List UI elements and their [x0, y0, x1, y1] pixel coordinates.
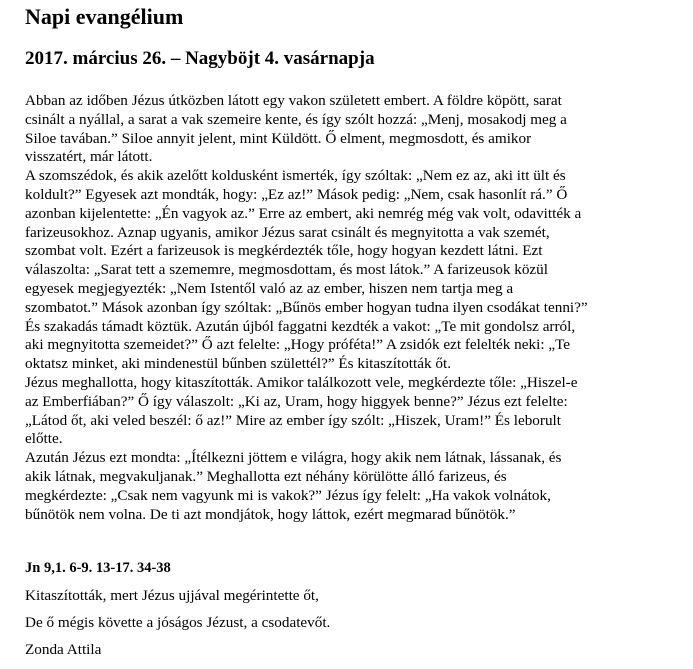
gospel-paragraph [25, 449, 685, 524]
text-line: A szomszédok, és akik azelőtt koldusként ismerték, így szóltak: „Nem ez az, aki itt ült és [25, 167, 566, 185]
gospel-paragraph [25, 374, 685, 449]
text-line: bűnötök nem volna. De ti azt mondjátok, hogy láttok, ezért megmarad bűnötök.” [25, 505, 516, 523]
text-line: visszatért, már látott. [25, 148, 153, 166]
reflection-line-2: De ő mégis követte a jóságos Jézust, a csodatevőt. [25, 614, 331, 631]
text-line: szombatot.” Mások azonban így szóltak: „Bűnös ember hogyan tudna ilyen csodákat tenni?” [25, 298, 588, 316]
text-line: „Látod őt, aki veled beszél: ő az!” Mire az ember így szólt: „Hiszek, Uram!” És leborult [25, 411, 561, 429]
text-line: azonban kijelentette: „Én vagyok az.” Erre az embert, aki nemrég még vak volt, odavitték a [25, 204, 582, 222]
text-line: előtte. [25, 430, 63, 448]
text-line: Abban az időben Jézus útközben látott egy vakon született embert. A földre köpött, sarat [25, 92, 562, 109]
date-heading: 2017. március 26. – Nagyböjt 4. vasárnapja [25, 48, 375, 69]
text-line: egyesek megjegyezték: „Nem Istentől való az az ember, hiszen nem tartja meg a [25, 279, 514, 297]
gospel-text [25, 92, 685, 524]
text-line: akik látnak, megvakuljanak.” Meghallotta ezt néhány körülötte álló farizeus, és [25, 467, 507, 485]
text-line: csinált a nyállal, a sarat a vak szemeire kente, és így szólt hozzá: „Menj, mosakodj meg a [25, 110, 567, 128]
text-line: Siloe tavában.” Siloe annyit jelent, mint Küldött. Ő elment, megmosdott, és amikor [25, 129, 532, 147]
text-line: Azután Jézus ezt mondta: „Ítélkezni jöttem e világra, hogy akik nem látnak, lássanak, és [25, 449, 562, 467]
text-line: koldult?” Egyesek azt mondták, hogy: „Ez az!” Mások pedig: „Nem, csak hasonlít rá.” Ő [25, 185, 568, 203]
text-line: szombat volt. Ezért a farizeusok is megkérdezték tőle, hogy hogyan kezdett látni. Ezt [25, 242, 543, 260]
reflection-line-1: Kitaszították, mert Jézus ujjával megérintette őt, [25, 587, 319, 604]
text-line: oktatsz minket, aki mindenestül bűnben születtél?” És kitaszították őt. [25, 355, 451, 373]
page-title: Napi evangélium [25, 4, 184, 29]
gospel-paragraph [25, 167, 685, 374]
text-line: Jézus meghallotta, hogy kitaszították. Amikor találkozott vele, megkérdezte tőle: „Hiszel-e [25, 373, 578, 391]
text-line: válaszolta: „Sarat tett a szememre, megmosdottam, és most látok.” A farizeusok közül [25, 261, 548, 279]
text-line: az Emberfiában?” Ő így válaszolt: „Ki az, Uram, hogy higgyek benne?” Jézus ezt felelte: [25, 392, 568, 410]
text-line: És szakadás támadt köztük. Azután újból faggatni kezdték a vakot: „Te mit gondolsz arról, [25, 317, 576, 335]
author-name: Zonda Attila [25, 641, 102, 658]
gospel-paragraph [25, 92, 685, 167]
text-line: aki megnyitotta szemeidet?” Ő azt felelte: „Hogy próféta!” A zsidók ezt felelték neki: „Te [25, 336, 571, 354]
scripture-reference: Jn 9,1. 6-9. 13-17. 34-38 [25, 560, 171, 576]
text-line: megkérdezte: „Csak nem vagyunk mi is vakok?” Jézus így felelt: „Ha vakok volnátok, [25, 486, 551, 504]
text-line: farizeusokhoz. Aznap ugyanis, amikor Jézus sarat csinált és megnyitotta a vak szemét, [25, 223, 550, 241]
